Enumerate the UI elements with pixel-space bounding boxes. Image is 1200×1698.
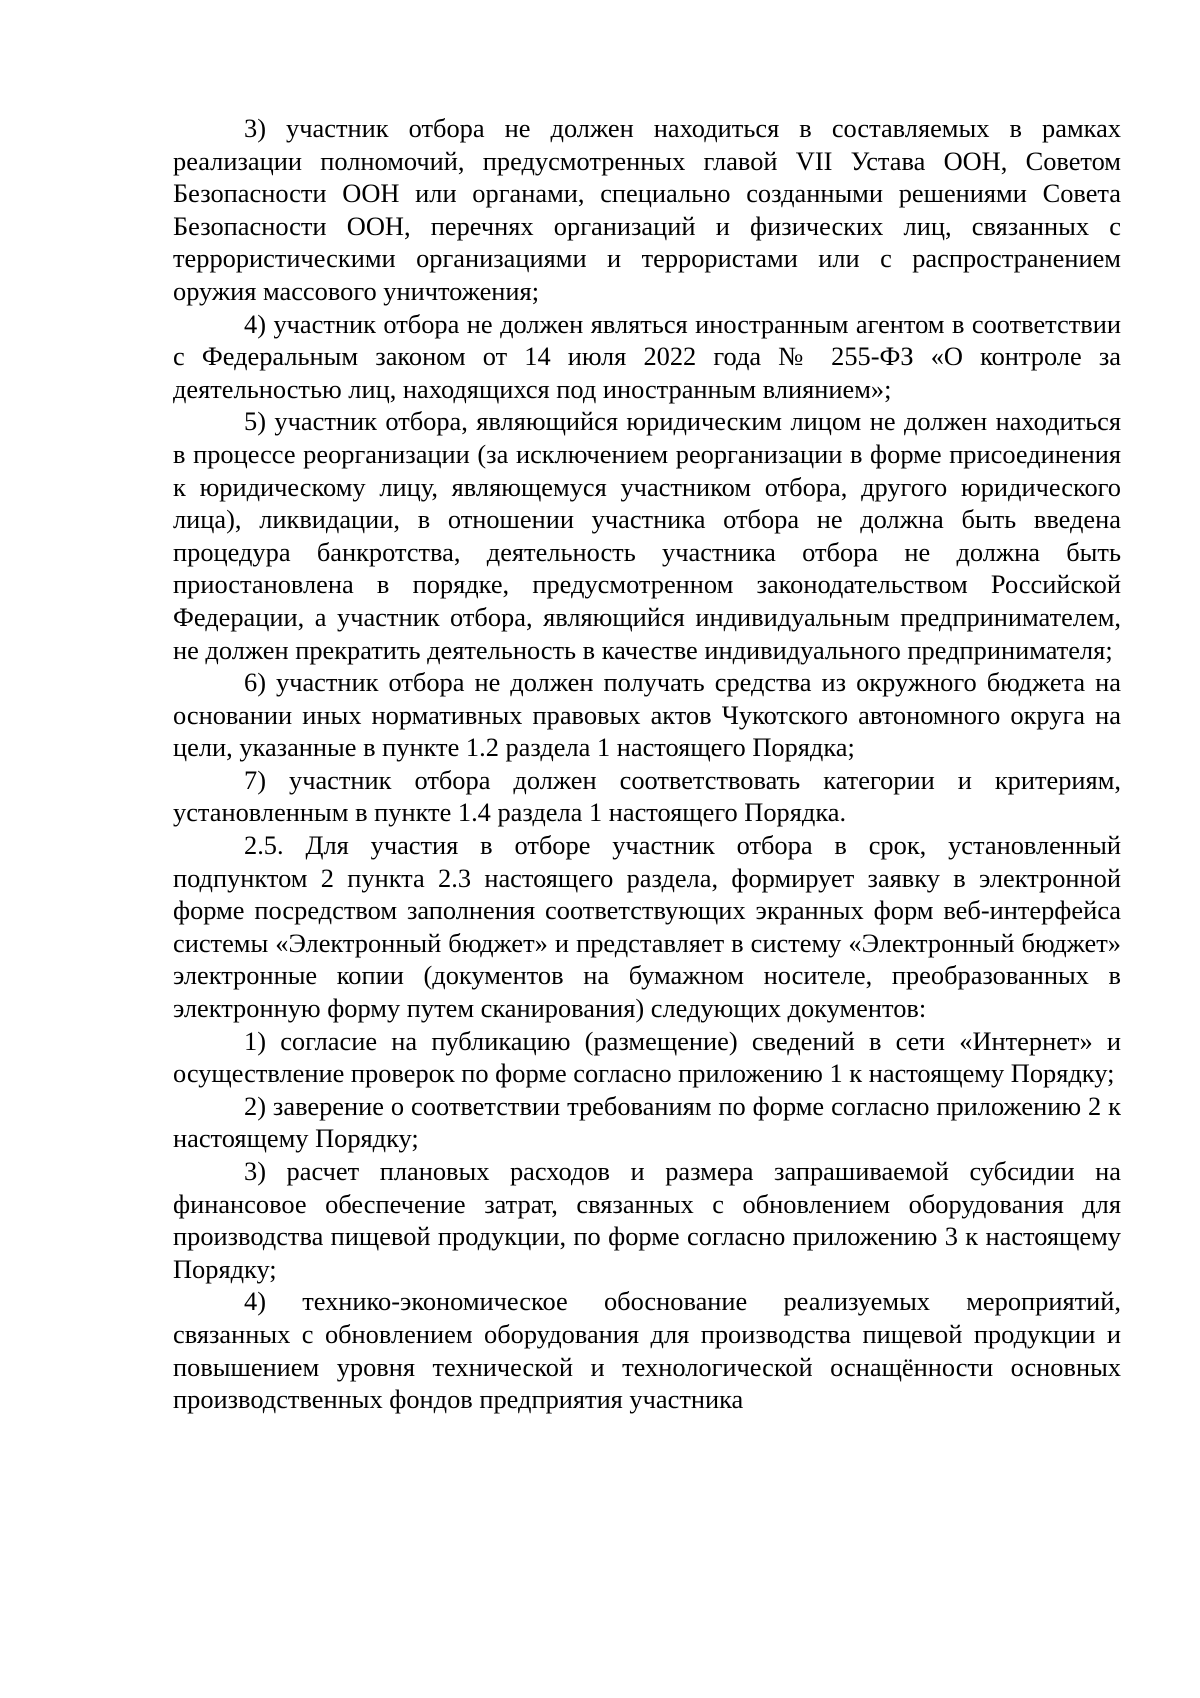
document-page bbox=[173, 112, 1121, 1416]
paragraph-doc-1-consent: 1) согласие на публикацию (размещение) сведений в сети «Интернет» и осуществление проверок по форме согласно приложению 1 к настоящему Порядку; bbox=[173, 1025, 1121, 1089]
paragraph-doc-2-assurance: 2) заверение о соответствии требованиям по форме согласно приложению 2 к настоящему Порядку; bbox=[173, 1090, 1121, 1154]
paragraph-item-7-criteria: 7) участник отбора должен соответствовать категории и критериям, установленным в пункте 1.4 раздела 1 настоящего Порядка. bbox=[173, 764, 1121, 828]
paragraph-item-3-un-lists: 3) участник отбора не должен находиться в составляемых в рамках реализации полномочий, предусмотренных главой VII Устава ООН, Советом Безопасности ООН или органами, специально созданными решениями Совета Безопасности ООН, перечнях организаций и физических лиц, связанных с террористическими организациями и террористами или с распространением оружия массового уничтожения; bbox=[173, 113, 1121, 306]
paragraph-doc-4-feasibility: 4) технико-экономическое обоснование реализуемых мероприятий, связанных с обновлением оборудования для производства пищевой продукции и повышением уровня технической и технологической оснащённости основных производственных фондов предприятия участника bbox=[173, 1286, 1121, 1415]
paragraph-item-6-budget-funds: 6) участник отбора не должен получать средства из окружного бюджета на основании иных нормативных правовых актов Чукотского автономного округа на цели, указанные в пункте 1.2 раздела 1 настоящего Порядка; bbox=[173, 667, 1121, 763]
paragraph-item-4-foreign-agent: 4) участник отбора не должен являться иностранным агентом в соответствии с Федеральным законом от 14 июля 2022 года № 255-ФЗ «О контроле за деятельностью лиц, находящихся под иностранным влиянием»; bbox=[173, 308, 1121, 404]
paragraph-doc-3-expense-calculation: 3) расчет плановых расходов и размера запрашиваемой субсидии на финансовое обеспечение затрат, связанных с обновлением оборудования для производства пищевой продукции, по форме согласно приложению 3 к настоящему Порядку; bbox=[173, 1156, 1121, 1284]
paragraph-section-2-5: 2.5. Для участия в отборе участник отбора в срок, установленный подпунктом 2 пункта 2.3 настоящего раздела, формирует заявку в электронной форме посредством заполнения соответствующих экранных форм веб-интерфейса системы «Электронный бюджет» и представляет в систему «Электронный бюджет» электронные копии (документов на бумажном носителе, преобразованных в электронную форму путем сканирования) следующих документов: bbox=[173, 830, 1121, 1024]
paragraph-item-5-reorganization: 5) участник отбора, являющийся юридическим лицом не должен находиться в процессе реорганизации (за исключением реорганизации в форме присоединения к юридическому лицу, являющемуся участником отбора, другого юридического лица), ликвидации, в отношении участника отбора не должна быть введена процедура банкротства, деятельность участника отбора не должна быть приостановлена в порядке, предусмотренном законодательством Российской Федерации, а участник отбора, являющийся индивидуальным предпринимателем, не должен прекратить деятельность в качестве индивидуального предпринимателя; bbox=[173, 406, 1121, 665]
